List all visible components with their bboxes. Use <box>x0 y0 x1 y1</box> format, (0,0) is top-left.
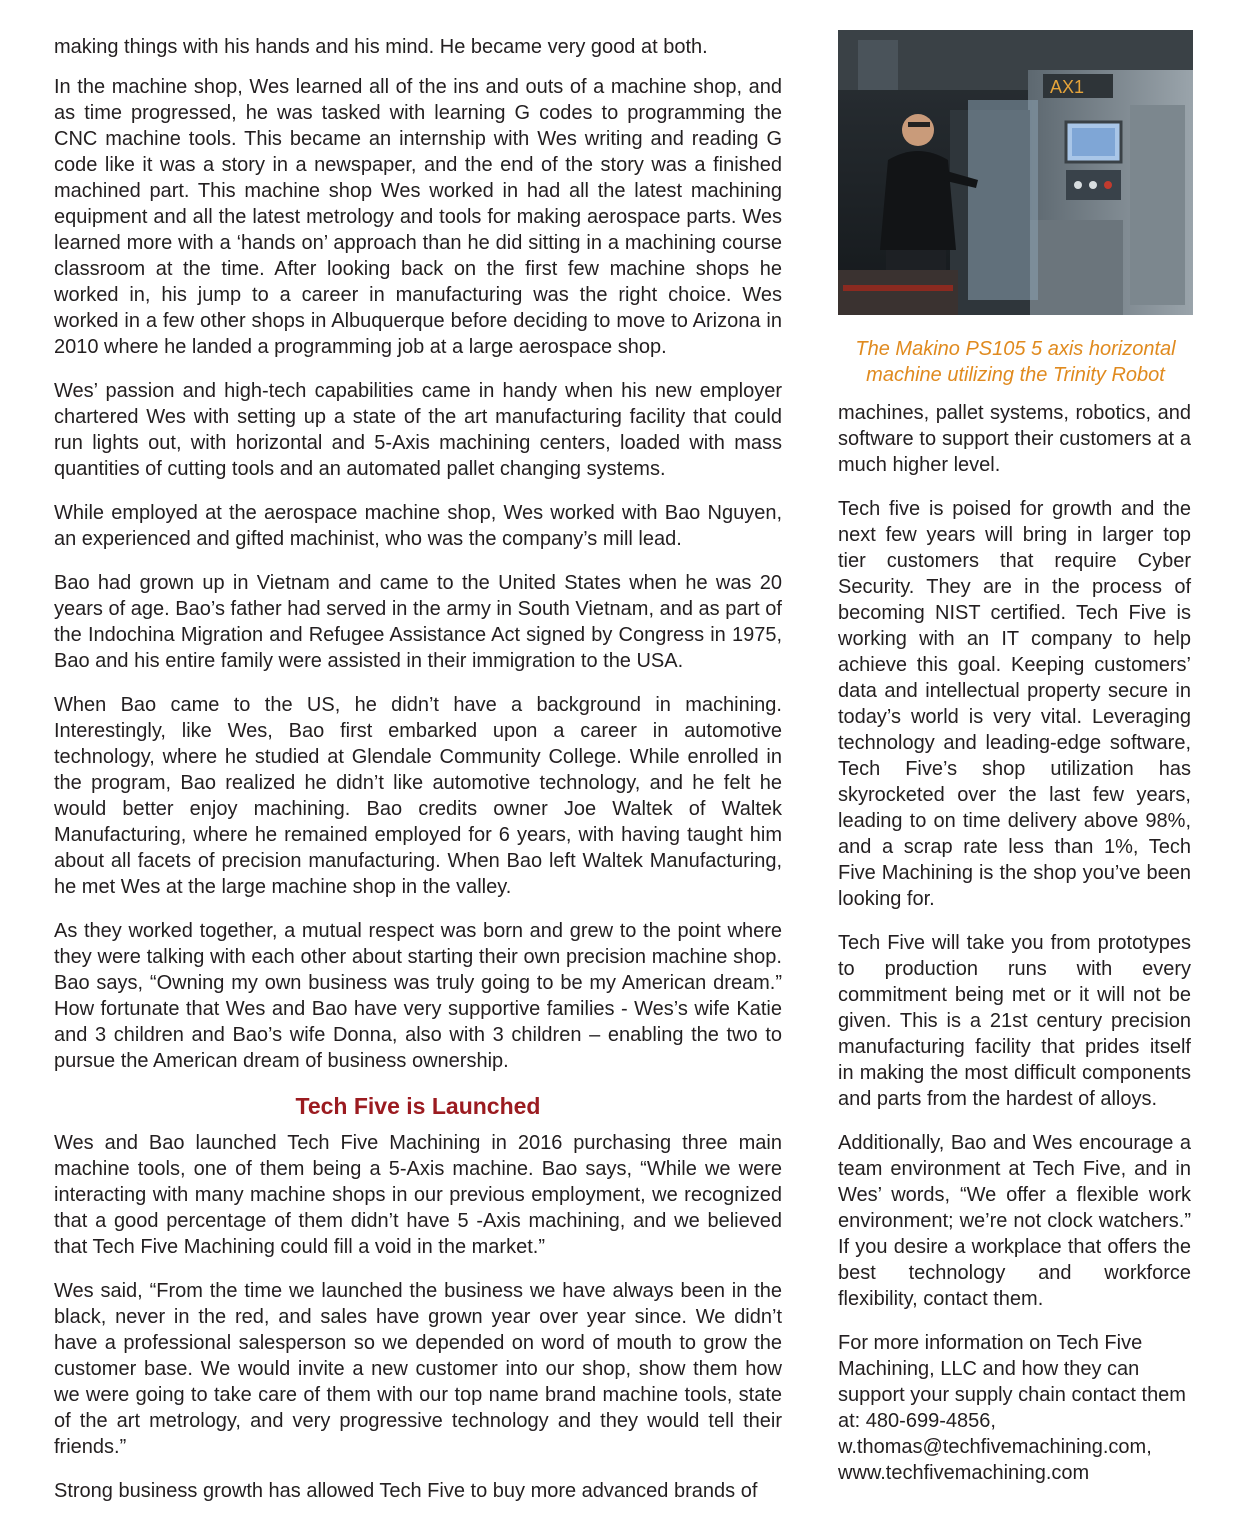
body-paragraph: Additionally, Bao and Wes encourage a team environment at Tech Five, and in Wes’ words, “We offer a flexible work environment; we’re not clock watchers.” If you desire a workplace that offers the best technology and workforce flexibility, contact them. <box>838 1132 1191 1310</box>
machine-photo-illustration <box>838 30 1193 315</box>
left-column <box>54 34 782 1522</box>
body-paragraph: Tech five is poised for growth and the next few years will bring in larger top tier customers that require Cyber Security. They are in the process of becoming NIST certified. Tech Five is working with an IT company to help achieve this goal. Keeping customers’ data and intellectual property secure in today’s world is very vital. Leveraging technology and leading-edge software, Tech Five’s shop utilization has skyrocketed over the last few years, leading to on time delivery above 98%, and a scrap rate less than 1%, Tech Five Machining is the shop you’ve been looking for. <box>838 498 1191 910</box>
body-paragraph: Tech Five will take you from prototypes to production runs with every commitment being met or it will not be given. This is a 21st century precision manufacturing facility that prides itself in making the most difficult components and parts from the hardest of alloys. <box>838 932 1191 1110</box>
body-paragraph: Strong business growth has allowed Tech Five to buy more advanced brands of <box>54 1480 758 1502</box>
body-paragraph: As they worked together, a mutual respect was born and grew to the point where they were talking with each other about starting their own precision machine shop. Bao says, “Owning my own business was truly going to be my American dream.” How fortunate that Wes and Bao have very supportive families - Wes’s wife Katie and 3 children and Bao’s wife Donna, also with 3 children – enabling the two to pursue the American dream of business ownership. <box>54 920 782 1072</box>
contact-email[interactable]: w.thomas@techfivemachining.com, <box>838 1436 1152 1458</box>
body-paragraph: Wes’ passion and high-tech capabilities came in handy when his new employer chartered Wes with setting up a state of the art manufacturing facility that could run lights out, with horizontal and 5-Axis machining centers, loaded with mass quantities of cutting tools and an automated pallet changing systems. <box>54 380 782 480</box>
body-paragraph: While employed at the aerospace machine shop, Wes worked with Bao Nguyen, an experienced and gifted machinist, who was the company’s mill lead. <box>54 502 782 550</box>
body-paragraph: In the machine shop, Wes learned all of the ins and outs of a machine shop, and as time progressed, he was tasked with learning G codes to programming the CNC machine tools. This became an internship with Wes writing and reading G code like it was a story in a newspaper, and the end of the story was a finished machined part. This machine shop Wes worked in had all the latest machining equipment and all the latest metrology and tools for making aerospace parts. Wes learned more with a ‘hands on’ approach than he did sitting in a machining course classroom at the time. After looking back on the first few machine shops he worked in, his jump to a career in manufacturing was the right choice. Wes worked in a few other shops in Albuquerque before deciding to move to Arizona in 2010 where he landed a programming job at a large aerospace shop. <box>54 76 782 358</box>
body-paragraph: Wes said, “From the time we launched the business we have always been in the black, never in the red, and sales have grown year over year since. We didn’t have a professional salesperson so we depended on word of mouth to grow the customer base. We would invite a new customer into our shop, show them how we were going to take care of them with our top name brand machine tools, state of the art metrology, and very progressive technology and they would tell their friends.” <box>54 1280 782 1458</box>
body-paragraph: machines, pallet systems, robotics, and software to support their customers at a much higher level. <box>838 402 1191 476</box>
machine-label: AX1 <box>1050 77 1085 97</box>
section-heading: Tech Five is Launched <box>295 1093 541 1119</box>
contact-intro: For more information on Tech Five Machining, LLC and how they can support your supply chain contact them at: 480-699-4856, <box>838 1332 1186 1432</box>
contact-website[interactable]: www.techfivemachining.com <box>838 1462 1090 1484</box>
contact-paragraph <box>838 1330 1191 1486</box>
machine-photo <box>838 30 1193 315</box>
right-column <box>838 400 1191 1504</box>
body-paragraph: When Bao came to the US, he didn’t have a background in machining. Interestingly, like Wes, Bao first embarked upon a career in automotive technology, where he studied at Glendale Community College. While enrolled in the program, Bao realized he didn’t like automotive technology, and he felt he would better enjoy machining. Bao credits owner Joe Waltek of Waltek Manufacturing, where he remained employed for 6 years, with having taught him about all facets of precision manufacturing. When Bao left Waltek Manufacturing, he met Wes at the large machine shop in the valley. <box>54 694 782 898</box>
photo-caption: The Makino PS105 5 axis horizontal machine utilizing the Trinity Robot <box>855 338 1176 386</box>
body-paragraph: Wes and Bao launched Tech Five Machining in 2016 purchasing three main machine tools, one of them being a 5-Axis machine. Bao says, “While we were interacting with many machine shops in our previous employment, we recognized that a good percentage of them didn’t have 5 -Axis machining, and we believed that Tech Five Machining could fill a void in the market.” <box>54 1132 782 1258</box>
body-paragraph: Bao had grown up in Vietnam and came to the United States when he was 20 years of age. Bao’s father had served in the army in South Vietnam, and as part of the Indochina Migration and Refugee Assistance Act signed by Congress in 1975, Bao and his entire family were assisted in their immigration to the USA. <box>54 572 782 672</box>
body-paragraph: making things with his hands and his mind. He became very good at both. <box>54 36 708 58</box>
